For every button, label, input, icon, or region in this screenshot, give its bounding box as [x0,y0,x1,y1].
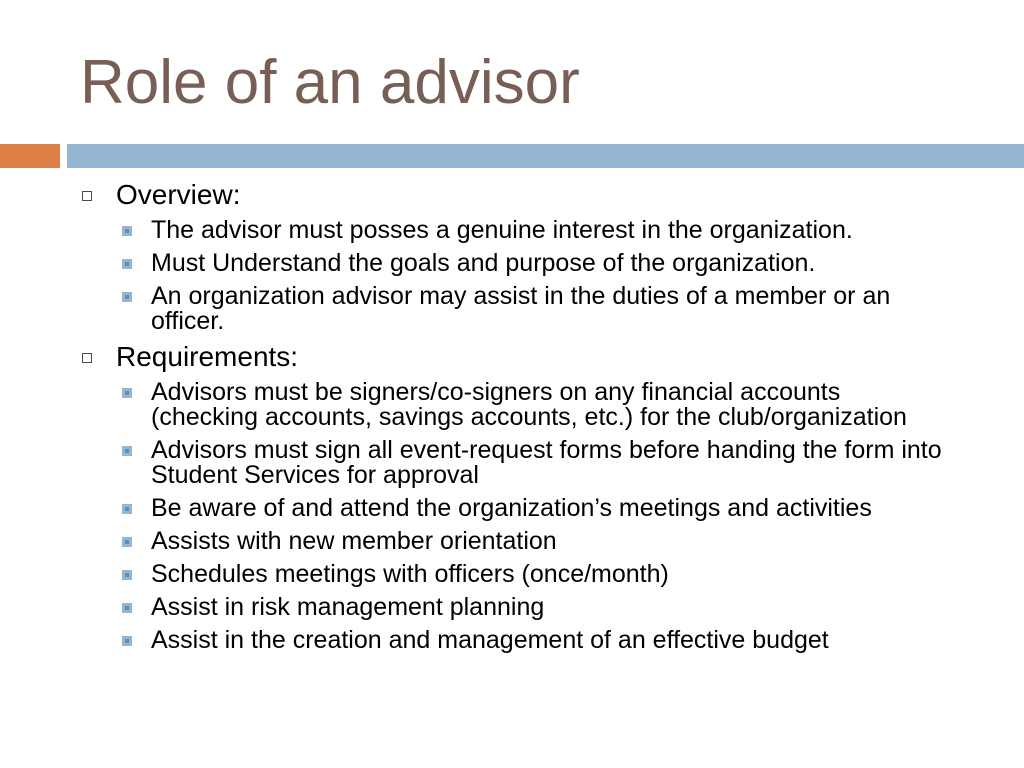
section-heading-overview [0,180,1024,210]
list-item [0,595,1024,620]
list-item [0,438,1024,488]
section-heading-text: Overview: [116,179,241,210]
list-item-text: Advisors must sign all event-request forms before handing the form into [151,436,942,464]
list-item [0,562,1024,587]
hollow-square-bullet-icon [82,191,92,201]
list-item-text: Assist in the creation and management of an effective budget [151,626,829,654]
list-item-text: Must Understand the goals and purpose of the organization. [151,249,816,277]
square-bullet-icon [122,446,132,456]
list-item-text: Schedules meetings with officers (once/month) [151,560,669,588]
square-bullet-icon [122,603,132,613]
hollow-square-bullet-icon [82,353,92,363]
bullet-list [0,180,1024,653]
list-item [0,496,1024,521]
list-item [0,251,1024,276]
list-item-text: Advisors must be signers/co-signers on any financial accounts [151,378,841,406]
section-heading-text: Requirements: [116,341,299,372]
list-item [0,529,1024,554]
list-item [0,284,1024,334]
list-item-text: Student Services for approval [151,461,479,489]
accent-bar-blue [67,144,1024,168]
list-item [0,218,1024,243]
square-bullet-icon [122,504,132,514]
square-bullet-icon [122,636,132,646]
square-bullet-icon [122,388,132,398]
list-item-text: officer. [151,307,225,335]
list-item-text: (checking accounts, savings accounts, etc.) for the club/organization [151,403,907,431]
list-item-text: An organization advisor may assist in the duties of a member or an [151,282,891,310]
slide-title: Role of an advisor [80,48,580,117]
section-heading-requirements [0,342,1024,372]
list-item [0,628,1024,653]
square-bullet-icon [122,570,132,580]
square-bullet-icon [122,259,132,269]
square-bullet-icon [122,292,132,302]
list-item-text: Assist in risk management planning [151,593,545,621]
square-bullet-icon [122,226,132,236]
list-item-text: The advisor must posses a genuine interest in the organization. [151,216,853,244]
list-item [0,380,1024,430]
list-item-text: Assists with new member orientation [151,527,557,555]
square-bullet-icon [122,537,132,547]
accent-bar-orange [0,144,60,168]
list-item-text: Be aware of and attend the organization’s meetings and activities [151,494,872,522]
